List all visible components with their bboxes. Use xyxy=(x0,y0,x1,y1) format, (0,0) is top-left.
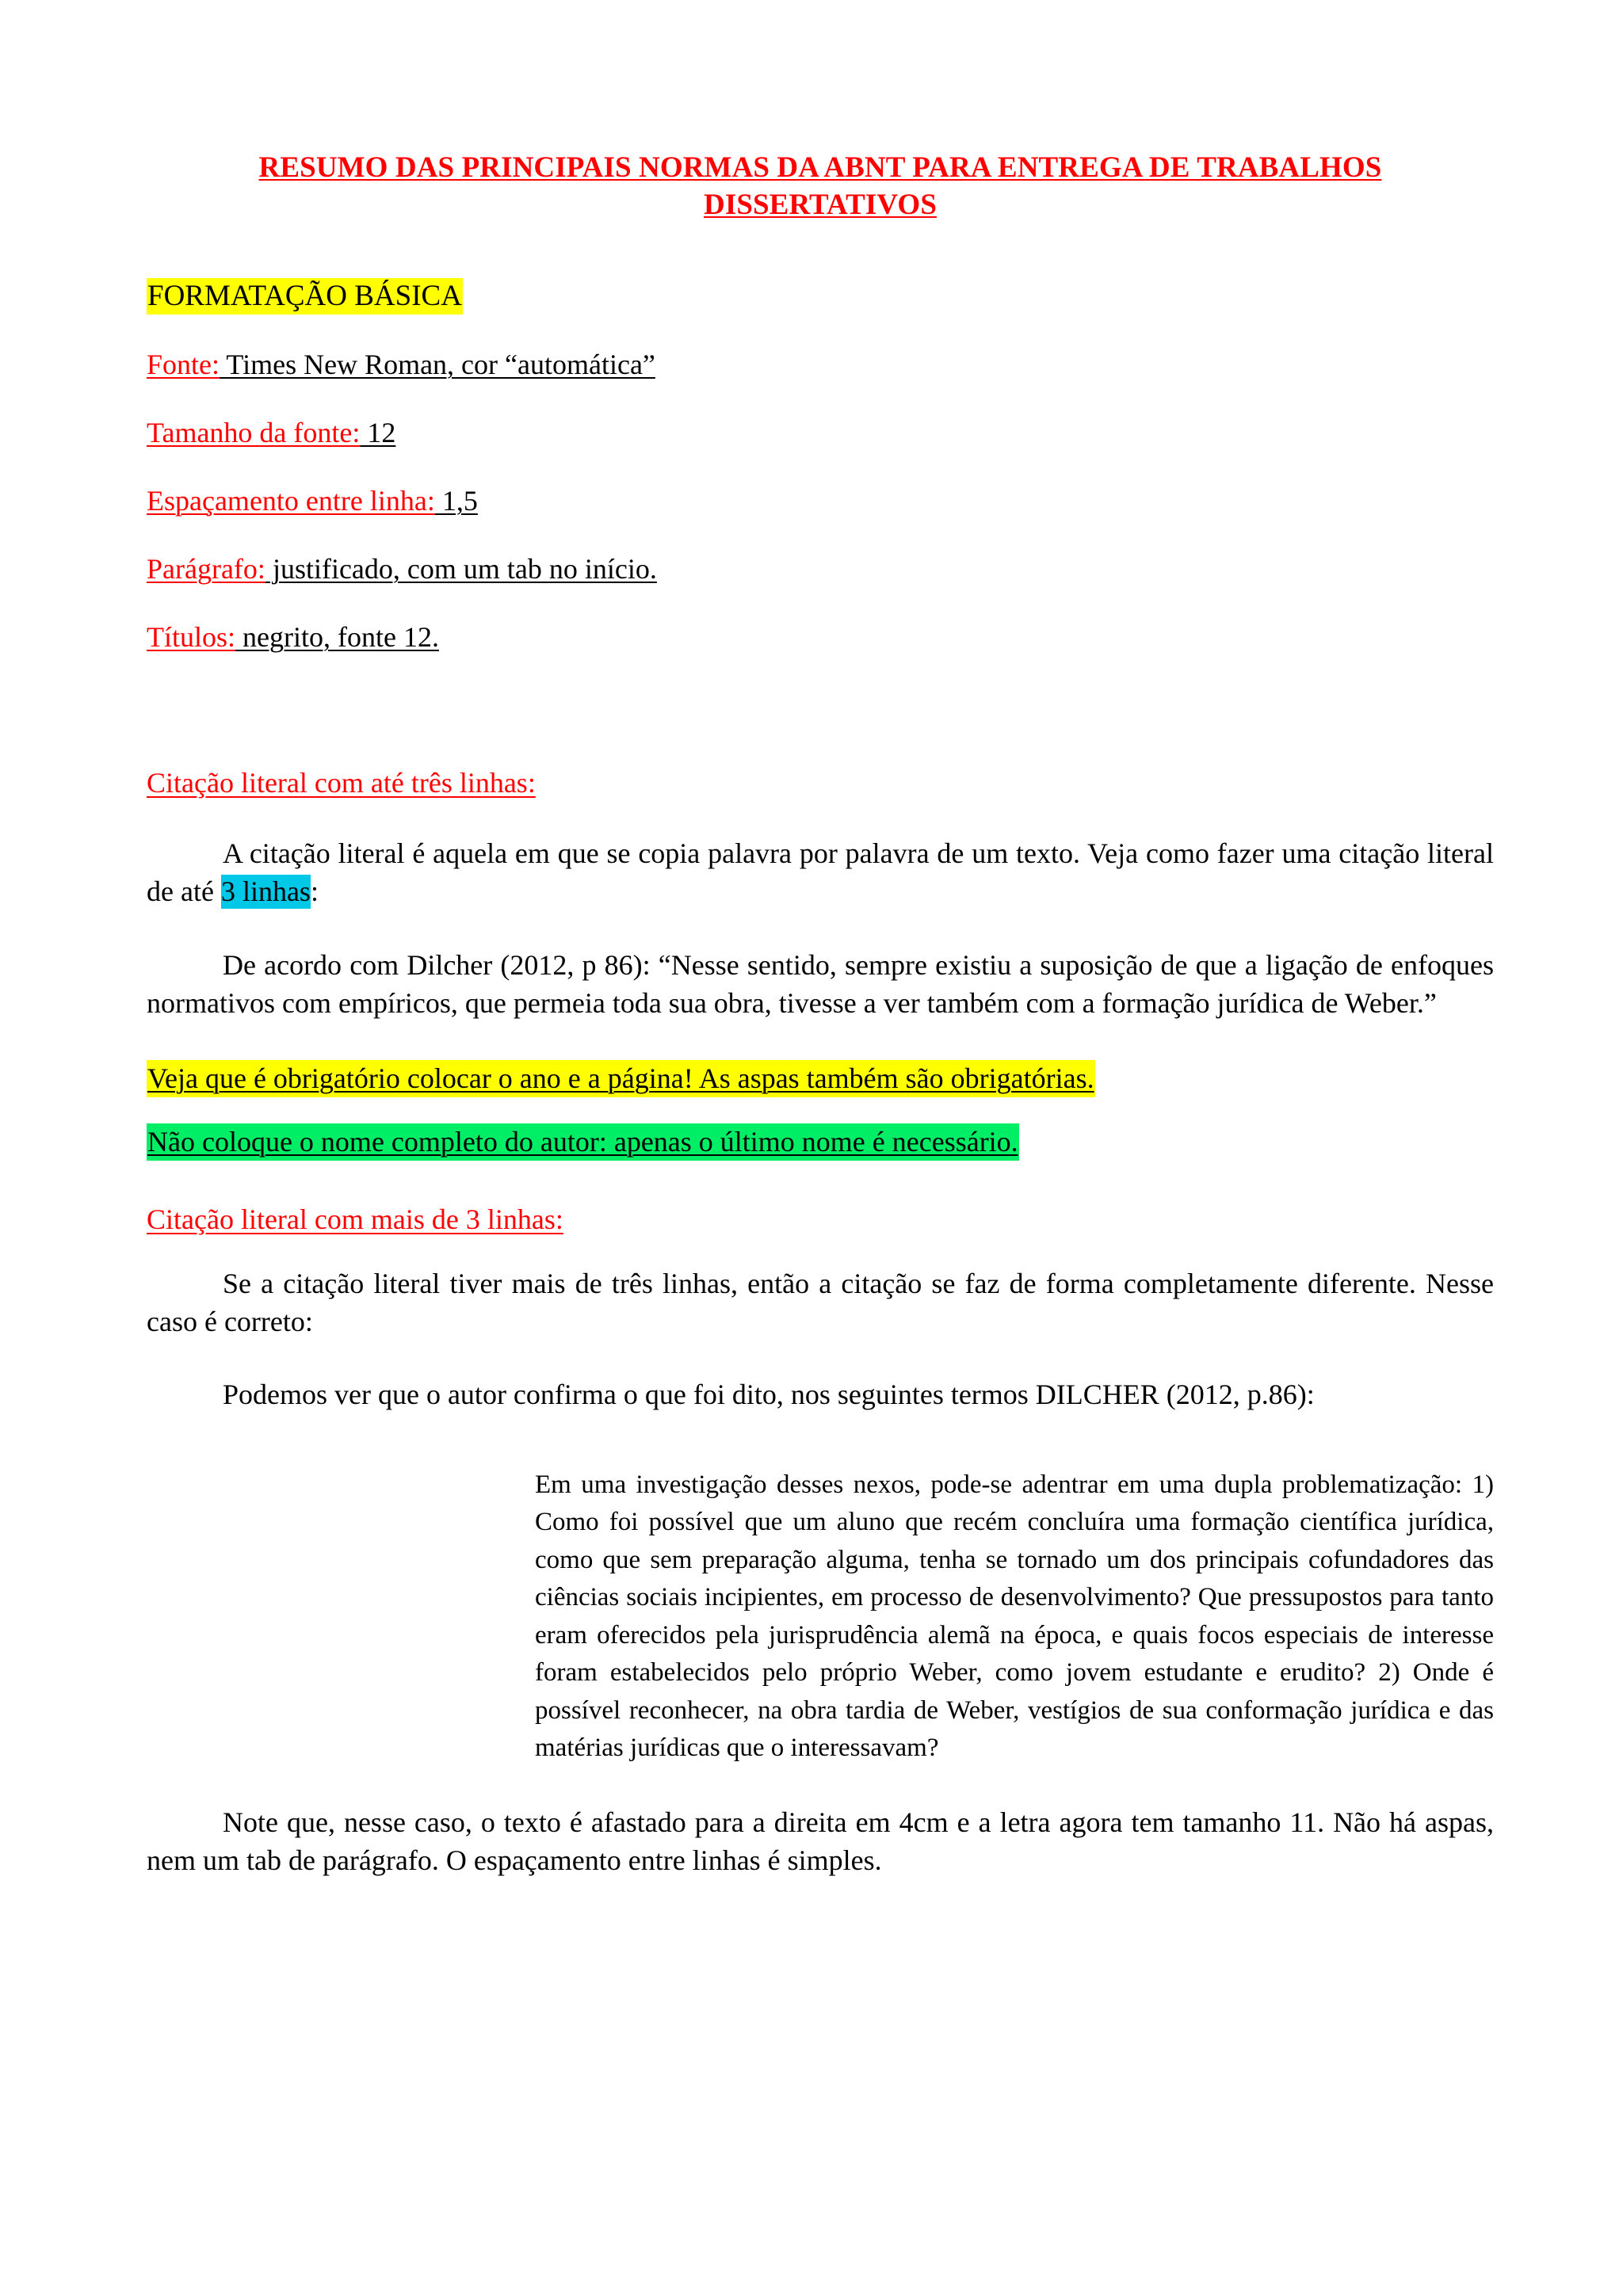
paragraph-short-citation-intro xyxy=(147,797,1494,911)
note-obrigatorio xyxy=(147,1023,1494,1093)
short-citation-intro-before: A citação literal é aquela em que se copia palavra por palavra de um texto. Veja como fazer uma citação literal de até xyxy=(147,837,1494,907)
note-obrigatorio-text: Veja que é obrigatório colocar o ano e a página! As aspas também são obrigatórias. xyxy=(147,1060,1095,1097)
paragraph-long-citation-intro: Se a citação literal tiver mais de três linhas, então a citação se faz de forma completamente diferente. Nesse caso é correto: xyxy=(147,1268,1494,1338)
paragraph-long-citation-lead-in: Podemos ver que o autor confirma o que foi dito, nos seguintes termos DILCHER (2012, p.86): xyxy=(223,1378,1315,1410)
spec-line-tamanho xyxy=(147,379,1494,447)
page-title xyxy=(147,0,1494,224)
paragraph-long-citation-closing-note: Note que, nesse caso, o texto é afastado para a direita em 4cm e a letra agora tem tamanho 11. Não há aspas, nem um tab de parágrafo. O espaçamento entre linhas é simples. xyxy=(147,1806,1494,1876)
page-title-line-1: RESUMO DAS PRINCIPAIS NORMAS DA ABNT PARA ENTREGA DE TRABALHOS xyxy=(258,151,1382,184)
spec-value-titulos: negrito, fonte 12. xyxy=(235,620,439,653)
short-citation-intro-highlight: 3 linhas xyxy=(220,875,311,907)
page-title-line-2: DISSERTATIVOS xyxy=(704,189,937,222)
paragraph-short-citation-example: De acordo com Dilcher (2012, p 86): “Nesse sentido, sempre existiu a suposição de que a ligação de enfoques normativos com empíricos, que permeia toda sua obra, tivesse a ver também com a formação jurídica de Weber.” xyxy=(147,949,1494,1020)
section-heading-formatting xyxy=(147,224,1494,311)
spec-line-espacamento xyxy=(147,447,1494,515)
section-heading-long-citation xyxy=(147,1156,1494,1234)
spec-line-fonte xyxy=(147,311,1494,379)
block-quotation: Em uma investigação desses nexos, pode-se adentrar em uma dupla problematização: 1) Como foi possível que um aluno que recém concluíra uma formação científica jurídica, como que sem preparação alguma, tenha se tornado um dos principais cofundadores das ciências sociais incipientes, em processo de desenvolvimento? Que pressupostos para tanto eram oferecidos pela jurisprudência alemã na época, e quais focos especiais de interesse foram estabelecidos pelo próprio Weber, como jovem estudante e erudito? 2) Onde é possível reconhecer, na obra tardia de Weber, vestígios de sua conformação jurídica e das matérias jurídicas que o interessavam? xyxy=(535,1470,1494,1763)
spec-label-paragrafo: Parágrafo: xyxy=(147,552,265,585)
spec-label-titulos: Títulos: xyxy=(147,620,236,653)
short-citation-intro-after: : xyxy=(310,875,319,907)
note-nome-autor-text: Não coloque o nome completo do autor: apenas o último nome é necessário. xyxy=(147,1123,1019,1161)
spec-label-fonte: Fonte: xyxy=(147,348,220,380)
spec-value-paragrafo: justificado, com um tab no início. xyxy=(265,552,657,585)
spec-line-paragrafo xyxy=(147,515,1494,583)
section-heading-formatting-text: FORMATAÇÃO BÁSICA xyxy=(147,278,463,315)
spec-label-tamanho: Tamanho da fonte: xyxy=(147,416,361,448)
note-nome-autor xyxy=(147,1093,1494,1156)
spec-label-espacamento: Espaçamento entre linha: xyxy=(147,484,435,517)
spec-value-tamanho: 12 xyxy=(360,416,396,448)
spec-line-titulos xyxy=(147,583,1494,651)
section-heading-long-citation-text: Citação literal com mais de 3 linhas: xyxy=(147,1203,563,1236)
spec-value-espacamento: 1,5 xyxy=(434,484,478,517)
document-body xyxy=(147,0,1494,1880)
spec-value-fonte: Times New Roman, cor “automática” xyxy=(220,348,655,380)
section-heading-short-citation-text: Citação literal com até três linhas: xyxy=(147,766,536,799)
section-heading-short-citation xyxy=(147,651,1494,797)
